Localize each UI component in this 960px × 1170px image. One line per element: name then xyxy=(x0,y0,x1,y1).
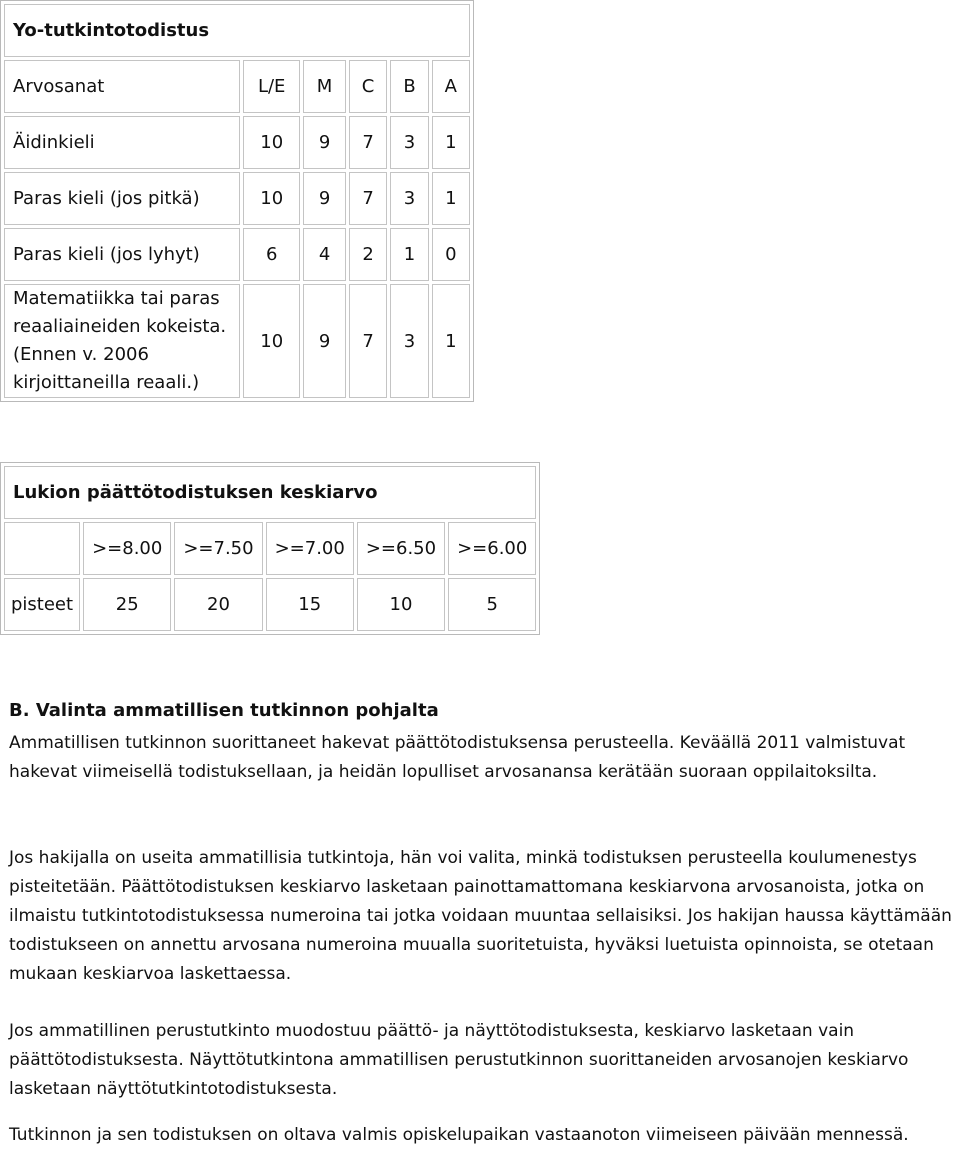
points-cell: 1 xyxy=(432,284,470,398)
table-header-row xyxy=(4,60,470,113)
points-cell: 9 xyxy=(303,172,345,225)
points-cell: 15 xyxy=(266,578,354,631)
points-cell: 3 xyxy=(390,284,428,398)
points-cell: 7 xyxy=(349,284,388,398)
points-cell: 7 xyxy=(349,116,388,169)
grade-header: L/E xyxy=(243,60,300,113)
points-cell: 6 xyxy=(243,228,300,281)
table-row xyxy=(4,116,470,169)
points-cell: 10 xyxy=(243,172,300,225)
points-cell: 1 xyxy=(432,172,470,225)
section-heading: B. Valinta ammatillisen tutkinnon pohjalta xyxy=(9,700,439,721)
threshold-cell: >=7.00 xyxy=(266,522,354,575)
points-cell: 5 xyxy=(448,578,536,631)
points-label: pisteet xyxy=(4,578,80,631)
grades-label: Arvosanat xyxy=(4,60,240,113)
points-cell: 7 xyxy=(349,172,388,225)
points-cell: 0 xyxy=(432,228,470,281)
threshold-cell: >=7.50 xyxy=(174,522,262,575)
points-cell: 9 xyxy=(303,116,345,169)
subject-name: Paras kieli (jos lyhyt) xyxy=(4,228,240,281)
grade-header: C xyxy=(349,60,388,113)
subject-name: Äidinkieli xyxy=(4,116,240,169)
table-title: Yo-tutkintotodistus xyxy=(4,4,470,57)
table-row xyxy=(4,228,470,281)
grade-header: B xyxy=(390,60,428,113)
threshold-cell: >=8.00 xyxy=(83,522,171,575)
points-cell: 2 xyxy=(349,228,388,281)
grade-header: M xyxy=(303,60,345,113)
points-cell: 25 xyxy=(83,578,171,631)
points-cell: 10 xyxy=(243,116,300,169)
points-cell: 1 xyxy=(432,116,470,169)
table-row xyxy=(4,172,470,225)
points-cell: 20 xyxy=(174,578,262,631)
points-cell: 4 xyxy=(303,228,345,281)
paragraph: Jos hakijalla on useita ammatillisia tutkintoja, hän voi valita, minkä todistuksen perusteella koulumenestys pisteitetään. Päättötodistuksen keskiarvo lasketaan painottamattomana keskiarvona arvosanoista, jotka on ilmaistu tutkintotodistuksessa numeroina tai jotka voidaan muuntaa sellaisiksi. Jos hakijan haussa käyttämään todistukseen on annettu arvosana numeroina muualla suoritetuista, hyväksi luetuista opinnoista, se otetaan mukaan keskiarvoa laskettaessa. xyxy=(9,848,952,984)
points-cell: 3 xyxy=(390,172,428,225)
paragraph: Ammatillisen tutkinnon suorittaneet hakevat päättötodistuksensa perusteella. Keväällä 2011 valmistuvat hakevat viimeisellä todistuksellaan, ja heidän lopulliset arvosanansa kerätään suoraan oppilaitoksilta. xyxy=(9,733,906,782)
points-cell: 1 xyxy=(390,228,428,281)
threshold-cell: >=6.00 xyxy=(448,522,536,575)
points-cell: 10 xyxy=(243,284,300,398)
points-cell: 3 xyxy=(390,116,428,169)
subject-name: Paras kieli (jos pitkä) xyxy=(4,172,240,225)
paragraph: Jos ammatillinen perustutkinto muodostuu päättö- ja näyttötodistuksesta, keskiarvo lasketaan vain päättötodistuksesta. Näyttötutkintona ammatillisen perustutkinnon suorittaneiden arvosanojen keskiarvo lasketaan näyttötutkintotodistuksesta. xyxy=(9,1021,909,1099)
grade-header: A xyxy=(432,60,470,113)
table-row xyxy=(4,284,470,398)
points-row xyxy=(4,578,536,631)
lukio-average-table xyxy=(0,462,540,635)
threshold-cell: >=6.50 xyxy=(357,522,445,575)
table-title-row xyxy=(4,466,536,519)
yo-points-table xyxy=(0,0,474,402)
threshold-row xyxy=(4,522,536,575)
subject-name: Matematiikka tai paras reaaliaineiden kokeista. (Ennen v. 2006 kirjoittaneilla reaali.) xyxy=(4,284,240,398)
empty-cell xyxy=(4,522,80,575)
paragraph: Tutkinnon ja sen todistuksen on oltava valmis opiskelupaikan vastaanoton viimeiseen päivään mennessä. xyxy=(9,1125,909,1145)
points-cell: 10 xyxy=(357,578,445,631)
points-cell: 9 xyxy=(303,284,345,398)
table-title-row xyxy=(4,4,470,57)
table-title: Lukion päättötodistuksen keskiarvo xyxy=(4,466,536,519)
